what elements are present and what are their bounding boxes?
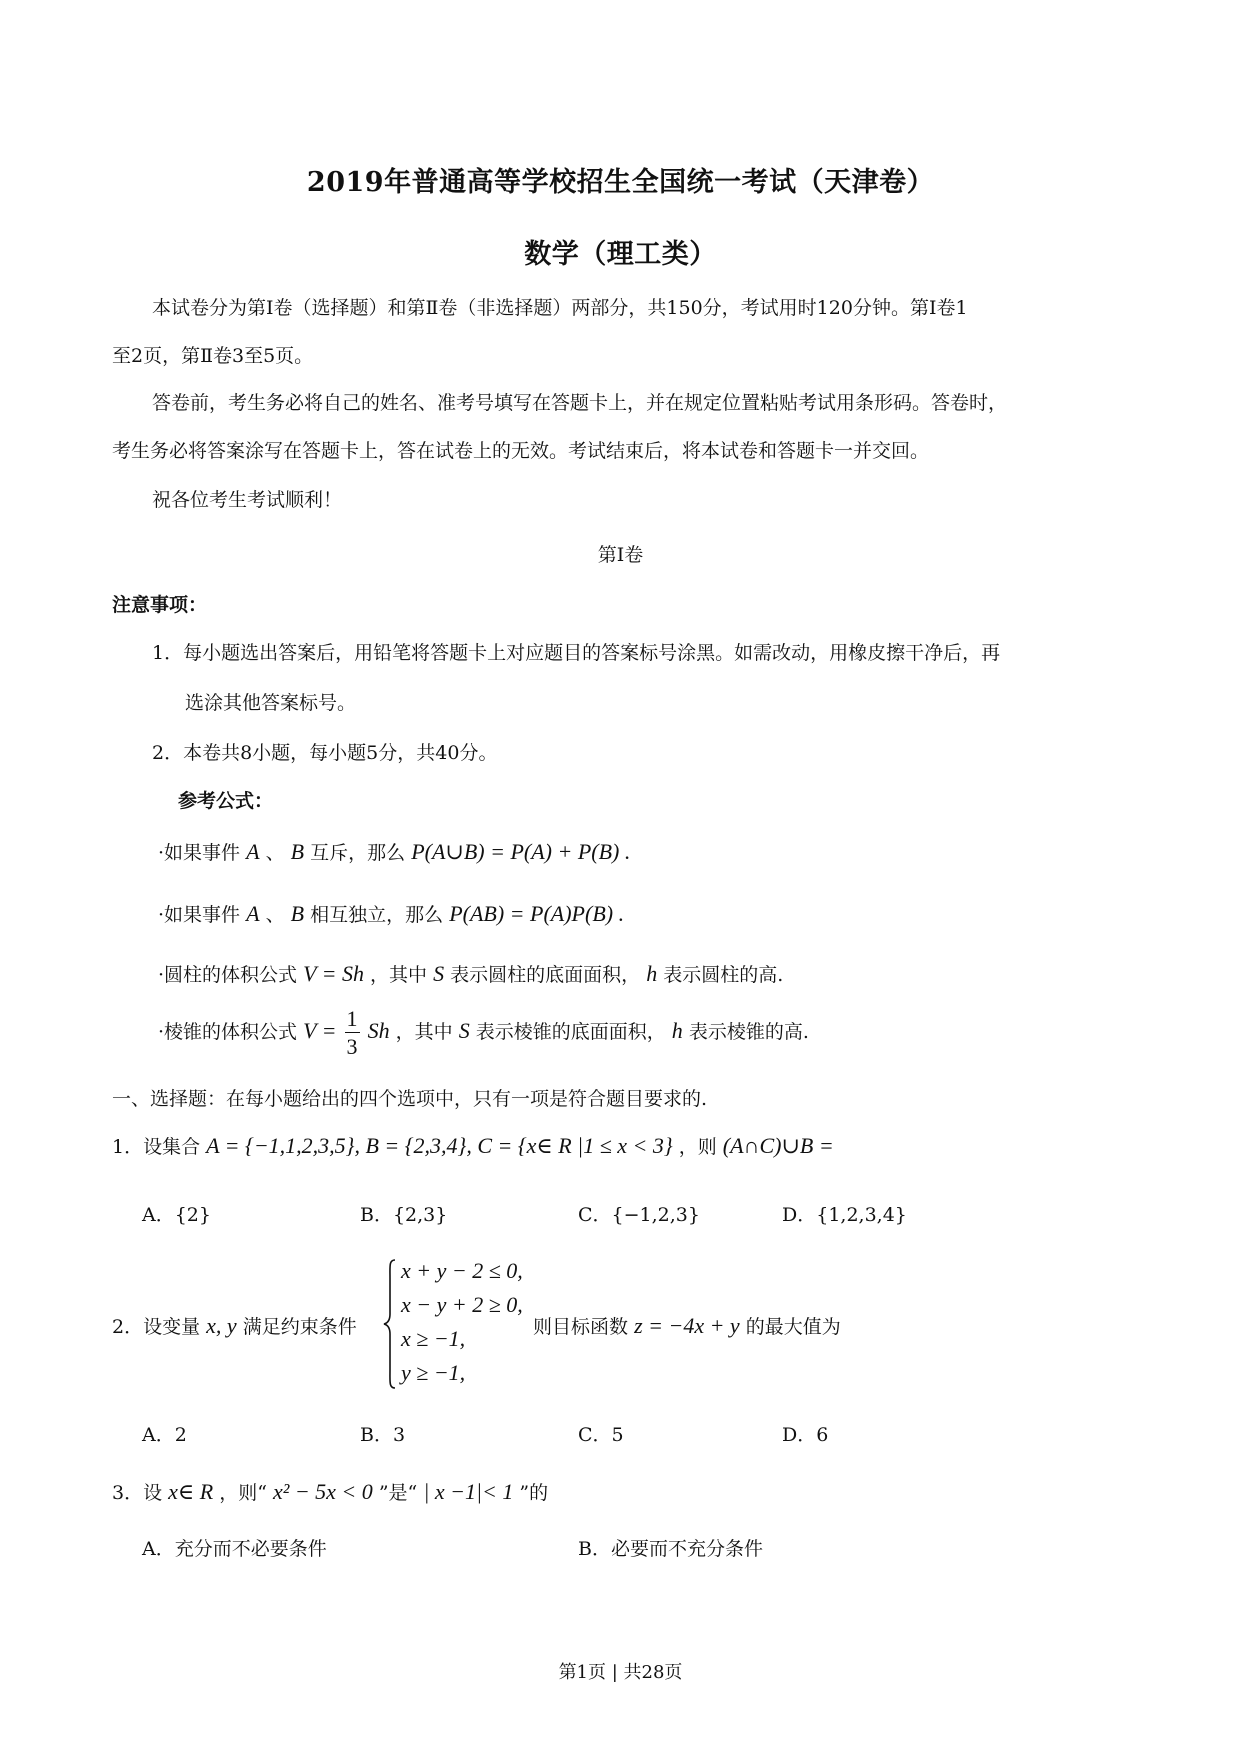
question-1-option-a: A．{2} xyxy=(142,1204,211,1226)
formula-3-expression: V = Sh xyxy=(303,961,364,986)
question-2-prefix: 2．设变量 xyxy=(112,1316,201,1338)
question-1-option-d: D．{1,2,3,4} xyxy=(782,1204,907,1226)
exam-title: 2019年普通高等学校招生全国统一考试（天津卷） xyxy=(306,167,935,198)
question-2-option-b: B．3 xyxy=(360,1424,406,1446)
question-1-prefix: 1．设集合 xyxy=(112,1136,201,1158)
formula-4-var-s: S xyxy=(458,1018,470,1043)
question-2-constraint-2: x − y + 2 ≥ 0, xyxy=(401,1292,523,1317)
notes-item-2: 2．本卷共8小题，每小题5分，共40分。 xyxy=(152,742,498,764)
formula-3-rest-2: 表示圆柱的底面面积， xyxy=(450,964,641,986)
question-2-constraint-system xyxy=(383,1258,533,1398)
intro-paragraph-2-line-1: 答卷前，考生务必将自己的姓名、准考号填写在答题卡上，并在规定位置粘贴考试用条形码。答卷时， xyxy=(152,392,1008,414)
formula-2-mid: 相互独立，那么 xyxy=(310,904,444,926)
formula-3-var-h: h xyxy=(646,961,658,986)
notes-item-1-line-1: 1．每小题选出答案后，用铅笔将答题卡上对应题目的答案标号涂黑。如需改动，用橡皮擦干净后，再 xyxy=(152,642,1001,664)
formula-4-rest-2: 表示棱锥的底面面积， xyxy=(475,1021,666,1043)
question-2-mid: 满足约束条件 xyxy=(242,1316,357,1338)
formula-1-var-b: B xyxy=(290,839,305,864)
formula-1-expression: P(A∪B) = P(A) + P(B) . xyxy=(411,839,631,864)
formula-1-mid: 互斥，那么 xyxy=(310,842,406,864)
formulas-heading: 参考公式： xyxy=(178,790,274,812)
formula-3-lead: ·圆柱的体积公式 xyxy=(158,964,298,986)
section-heading: 第Ⅰ卷 xyxy=(597,544,644,566)
formula-3-rest-1: ，其中 xyxy=(370,964,428,986)
question-2-objective: z = −4x + y xyxy=(634,1313,740,1338)
question-1-mid: ，则 xyxy=(678,1136,717,1158)
formula-4-numerator: 1 xyxy=(346,1006,358,1031)
formula-4-fraction xyxy=(345,1008,360,1058)
exam-subtitle: 数学（理工类） xyxy=(524,239,717,270)
intro-paragraph-3: 祝各位考生考试顺利！ xyxy=(152,489,343,511)
question-1-sets: A = {−1,1,2,3,5}, B = {2,3,4}, C = {x∈ R |1 ≤ x < 3} xyxy=(206,1133,673,1158)
question-2-option-c: C．5 xyxy=(578,1424,624,1446)
formula-2-var-a: A xyxy=(246,901,260,926)
question-3-end: ”的 xyxy=(519,1482,549,1504)
formula-4 xyxy=(158,1008,809,1058)
question-3-inequality-2: | x −1|< 1 xyxy=(423,1479,514,1504)
formula-3-rest-3: 表示圆柱的高. xyxy=(663,964,784,986)
question-2-stem-right xyxy=(533,1312,841,1339)
question-2-constraint-3: x ≥ −1, xyxy=(401,1326,466,1351)
question-2-constraint-1: x + y − 2 ≤ 0, xyxy=(401,1258,523,1283)
formula-3 xyxy=(158,960,783,987)
question-3-option-b: B．必要而不充分条件 xyxy=(578,1538,763,1560)
question-3-stem xyxy=(112,1478,548,1505)
intro-paragraph-2-line-2: 考生务必将答案涂写在答题卡上，答在试卷上的无效。考试结束后，将本试卷和答题卡一并交回。 xyxy=(112,440,930,462)
formula-4-lhs: V = xyxy=(303,1018,337,1043)
formula-2-lead: ·如果事件 xyxy=(158,904,241,926)
formula-1-lead: ·如果事件 xyxy=(158,842,241,864)
formula-1-var-a: A xyxy=(246,839,260,864)
page-footer: 第1页 | 共28页 xyxy=(558,1662,683,1683)
question-2-constraint-4: y ≥ −1, xyxy=(401,1360,466,1385)
question-2-option-a: A．2 xyxy=(142,1424,187,1446)
question-2-after: 则目标函数 xyxy=(533,1316,629,1338)
formula-4-rest-1: ，其中 xyxy=(395,1021,453,1043)
formula-2 xyxy=(158,900,624,927)
intro-paragraph-1-line-1: 本试卷分为第Ⅰ卷（选择题）和第Ⅱ卷（非选择题）两部分，共150分，考试用时120分钟。第Ⅰ卷1 xyxy=(152,297,968,319)
part-1-heading: 一、选择题：在每小题给出的四个选项中，只有一项是符合题目要求的. xyxy=(112,1088,708,1110)
question-3-mid-2: ”是“ xyxy=(378,1482,418,1504)
left-brace-icon xyxy=(383,1258,397,1390)
question-2-vars: x, y xyxy=(206,1313,237,1338)
question-2-option-d: D．6 xyxy=(782,1424,829,1446)
formula-3-var-s: S xyxy=(433,961,445,986)
question-1-option-b: B．{2,3} xyxy=(360,1204,448,1226)
intro-paragraph-1-line-2: 至2页，第Ⅱ卷3至5页。 xyxy=(112,345,314,367)
formula-4-rhs: Sh xyxy=(367,1018,390,1043)
question-2-stem-left xyxy=(112,1312,357,1339)
question-1-stem xyxy=(112,1132,834,1159)
question-3-condition: x∈ R xyxy=(168,1479,214,1504)
question-1-option-c: C．{−1,2,3} xyxy=(578,1204,700,1226)
question-3-prefix: 3．设 xyxy=(112,1482,163,1504)
question-1-expression: (A∩C)∪B = xyxy=(722,1133,834,1158)
question-3-option-a: A．充分而不必要条件 xyxy=(142,1538,327,1560)
notes-item-1-line-2: 选涂其他答案标号。 xyxy=(185,692,357,714)
formula-4-rest-3: 表示棱锥的高. xyxy=(688,1021,809,1043)
formula-4-var-h: h xyxy=(671,1018,683,1043)
question-2-end: 的最大值为 xyxy=(745,1316,841,1338)
question-3-inequality-1: x² − 5x < 0 xyxy=(272,1479,373,1504)
formula-2-sep: 、 xyxy=(265,904,285,926)
formula-2-var-b: B xyxy=(290,901,305,926)
formula-2-expression: P(AB) = P(A)P(B) . xyxy=(449,901,625,926)
formula-1-sep: 、 xyxy=(265,842,285,864)
formula-4-denominator: 3 xyxy=(346,1034,358,1059)
notes-heading: 注意事项： xyxy=(112,594,208,616)
question-3-mid-1: ，则“ xyxy=(219,1482,267,1504)
formula-4-lead: ·棱锥的体积公式 xyxy=(158,1021,298,1043)
formula-1 xyxy=(158,838,630,865)
